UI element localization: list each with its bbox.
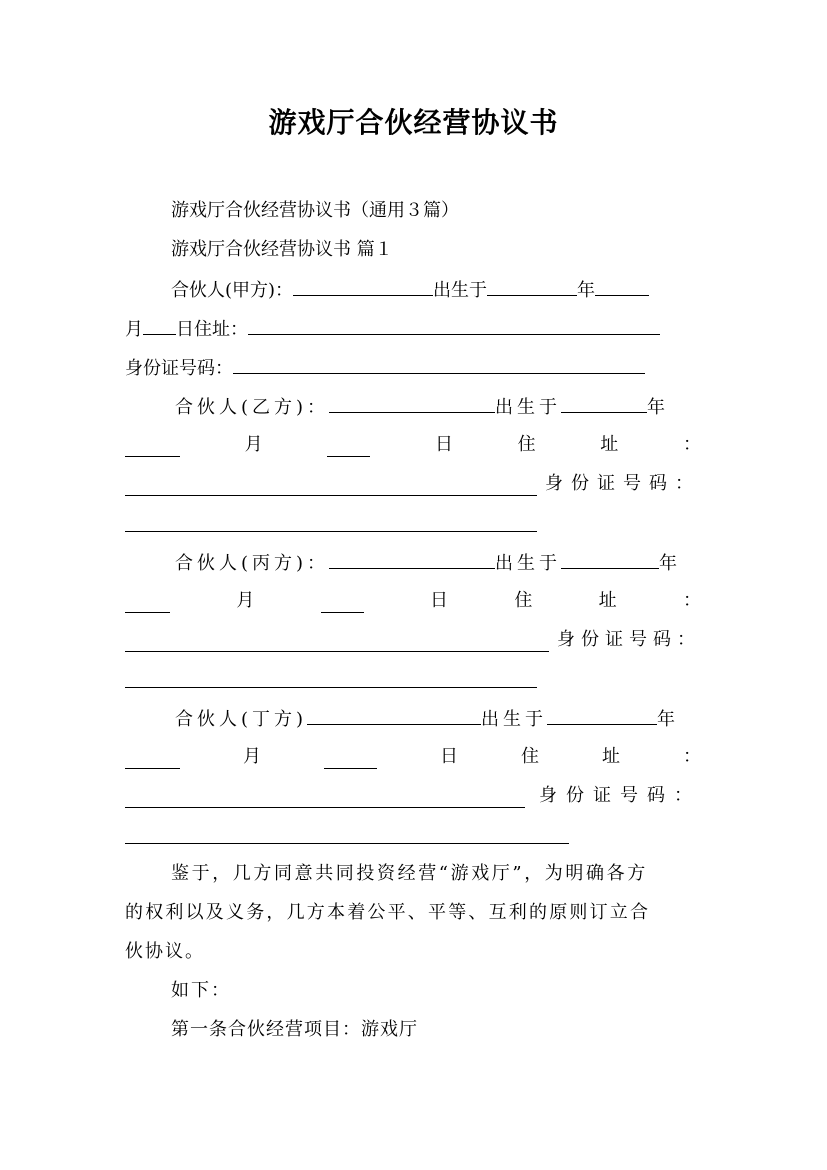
partner-a-line-1 bbox=[171, 277, 649, 303]
partner-c-day-blank bbox=[321, 592, 364, 613]
partner-b-month-label: 月 bbox=[244, 434, 263, 455]
partner-d-day-blank bbox=[324, 748, 377, 769]
partner-d-address-blank bbox=[125, 787, 525, 808]
partner-a-year-blank bbox=[487, 277, 577, 296]
partner-b-year-label: 年 bbox=[647, 397, 670, 418]
subtitle: 游戏厅合伙经营协议书（通用３篇） bbox=[171, 200, 459, 221]
partner-a-month-blank bbox=[595, 277, 649, 296]
partner-d-label: 合伙人(丁方) bbox=[175, 709, 308, 730]
partner-a-address-label: 住址： bbox=[194, 319, 248, 340]
partner-b-label: 合伙人(乙方)： bbox=[175, 397, 330, 418]
partner-b-line-3 bbox=[125, 472, 701, 496]
partner-d-id-blank bbox=[125, 823, 569, 844]
partner-c-id-blank bbox=[125, 667, 537, 688]
partner-b-zhu: 住 bbox=[517, 434, 536, 455]
partner-d-line-1 bbox=[175, 706, 679, 732]
partner-c-month-blank bbox=[125, 592, 170, 613]
partner-d-zhu: 住 bbox=[521, 746, 539, 767]
partner-b-address-blank bbox=[125, 475, 537, 496]
partner-d-id-label: 身份证号码： bbox=[539, 785, 701, 806]
partner-c-born-label: 出生于 bbox=[495, 553, 562, 574]
partner-d-year-blank bbox=[547, 706, 657, 725]
partner-b-id-blank bbox=[125, 511, 537, 532]
partner-d-month-label: 月 bbox=[243, 746, 261, 767]
partner-b-month-blank bbox=[125, 436, 180, 457]
partner-d-zhi: 址 bbox=[602, 746, 620, 767]
partner-c-line-4 bbox=[125, 667, 537, 695]
partner-d-month-blank bbox=[125, 748, 180, 769]
partner-c-year-blank bbox=[561, 550, 659, 569]
partner-a-year-label: 年 bbox=[577, 280, 596, 301]
partner-a-line-2 bbox=[125, 316, 660, 342]
partner-b-colon: ： bbox=[682, 434, 701, 455]
partner-c-month-label: 月 bbox=[236, 590, 255, 611]
partner-c-colon: ： bbox=[682, 590, 701, 611]
partner-c-line-1 bbox=[175, 550, 681, 576]
partner-c-zhu: 住 bbox=[514, 590, 533, 611]
partner-b-zhi: 址 bbox=[600, 434, 619, 455]
partner-a-id-blank bbox=[233, 355, 645, 374]
partner-c-line-3 bbox=[125, 628, 701, 652]
paragraph-1-line-1: 鉴于，几方同意共同投资经营“游戏厅”，为明确各方 bbox=[171, 863, 648, 884]
partner-c-id-label: 身份证号码： bbox=[557, 629, 701, 650]
partner-b-name-blank bbox=[329, 394, 495, 413]
partner-d-day-label: 日 bbox=[440, 746, 458, 767]
partner-a-id-label: 身份证号码： bbox=[125, 358, 233, 379]
partner-d-colon: ： bbox=[683, 746, 701, 767]
partner-b-line-4 bbox=[125, 511, 537, 539]
paragraph-3: 第一条合伙经营项目：游戏厅 bbox=[171, 1019, 418, 1040]
partner-a-day-blank bbox=[143, 316, 176, 335]
partner-c-line-2 bbox=[125, 589, 701, 613]
partner-b-year-blank bbox=[561, 394, 647, 413]
paragraph-1-line-3: 伙协议。 bbox=[125, 941, 205, 962]
paragraph-2: 如下： bbox=[171, 980, 231, 1001]
partner-a-name-blank bbox=[293, 277, 433, 296]
partner-a-label: 合伙人(甲方)： bbox=[171, 280, 294, 301]
partner-b-born-label: 出生于 bbox=[495, 397, 562, 418]
partner-b-day-label: 日 bbox=[434, 434, 453, 455]
partner-c-name-blank bbox=[329, 550, 495, 569]
partner-a-day-label: 日 bbox=[176, 319, 194, 340]
document-title: 游戏厅合伙经营协议书 bbox=[268, 106, 559, 139]
partner-c-zhi: 址 bbox=[598, 590, 617, 611]
partner-b-day-blank bbox=[327, 436, 370, 457]
partner-d-line-2 bbox=[125, 745, 701, 769]
partner-b-id-label: 身份证号码： bbox=[545, 473, 701, 494]
partner-d-name-blank bbox=[307, 706, 481, 725]
partner-d-born-label: 出生于 bbox=[481, 709, 548, 730]
partner-a-line-3 bbox=[125, 355, 645, 381]
section-heading: 游戏厅合伙经营协议书 篇１ bbox=[171, 239, 393, 260]
partner-b-line-2 bbox=[125, 433, 701, 457]
partner-a-born-label: 出生于 bbox=[433, 280, 488, 301]
partner-c-address-blank bbox=[125, 631, 549, 652]
paragraph-1-line-2: 的权利以及义务，几方本着公平、平等、互利的原则订立合 bbox=[125, 902, 651, 923]
partner-d-year-label: 年 bbox=[657, 709, 680, 730]
partner-c-day-label: 日 bbox=[429, 590, 448, 611]
partner-c-label: 合伙人(丙方)： bbox=[175, 553, 330, 574]
partner-c-year-label: 年 bbox=[659, 553, 682, 574]
partner-a-address-blank bbox=[248, 316, 660, 335]
partner-d-line-4 bbox=[125, 823, 569, 851]
partner-b-line-1 bbox=[175, 394, 669, 420]
partner-d-line-3 bbox=[125, 784, 701, 808]
partner-a-month-label: 月 bbox=[125, 319, 143, 340]
